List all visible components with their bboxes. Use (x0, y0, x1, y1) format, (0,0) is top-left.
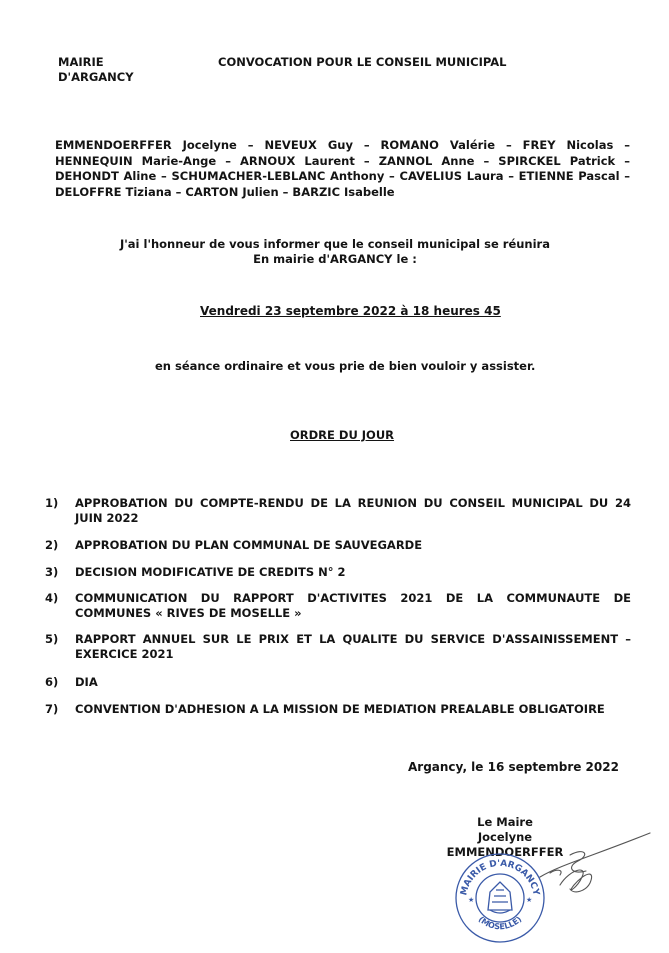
seance-text: en séance ordinaire et vous prie de bien vouloir y assister. (155, 359, 536, 373)
stamp-top-text: MAIRIE D'ARGANCY (459, 858, 541, 897)
invitation-line-1: J'ai l'honneur de vous informer que le conseil municipal se réunira (120, 237, 550, 251)
agenda-item-number: 7) (45, 701, 59, 716)
mairie-line: MAIRIE (58, 55, 104, 69)
agenda-item-text: APPROBATION DU PLAN COMMUNAL DE SAUVEGARDE (75, 538, 423, 552)
agenda-item (45, 702, 631, 717)
agenda-item-number: 4) (45, 591, 59, 605)
invitation-text (80, 237, 590, 266)
agenda-item-number: 2) (45, 538, 59, 552)
agenda-item-number: 6) (45, 675, 59, 689)
agenda-item (45, 538, 631, 553)
agenda-item-text: DECISION MODIFICATIVE DE CREDITS N° 2 (75, 564, 346, 579)
agenda-title: ORDRE DU JOUR (290, 428, 395, 442)
attendees-list: EMMENDOERFFER Jocelyne – NEVEUX Guy – ROMANO Valérie – FREY Nicolas – HENNEQUIN Marie-Ange – ARNOUX Laurent – ZANNOL Anne – SPIRCKEL Patrick – DEHONDT Aline – SCHUMACHER-LEBLANC Anthony – CAVELIUS Laura – ETIENNE Pascal – DELOFFRE Tiziana – CARTON Julien – BARZIC Isabelle (55, 138, 630, 199)
agenda-item (45, 496, 631, 525)
svg-text:★: ★ (468, 896, 475, 904)
agenda-item (45, 675, 631, 690)
agenda-item (45, 591, 631, 620)
agenda-item (45, 565, 631, 580)
agenda-item-number: 5) (45, 632, 59, 646)
document-title: CONVOCATION POUR LE CONSEIL MUNICIPAL (218, 55, 507, 69)
agenda-item-text: RAPPORT ANNUEL SUR LE PRIX ET LA QUALITE DU SERVICE D'ASSAINISSEMENT – EXERCICE 2021 (75, 632, 631, 661)
invitation-line-2: En mairie d'ARGANCY le : (253, 251, 417, 266)
signatory-name: Jocelyne EMMENDOERFFER (446, 830, 564, 859)
agenda-item-number: 3) (45, 564, 59, 579)
commune-line: D'ARGANCY (58, 70, 134, 84)
agenda-list (45, 496, 631, 716)
agenda-item-text: DIA (75, 675, 98, 689)
handwritten-signature (530, 825, 655, 900)
meeting-date: Vendredi 23 septembre 2022 à 18 heures 45 (200, 304, 501, 318)
svg-text:★: ★ (526, 896, 533, 904)
svg-text:(MOSELLE) (477, 915, 524, 932)
signatory-role: Le Maire (477, 815, 533, 829)
place-and-date: Argancy, le 16 septembre 2022 (408, 760, 619, 774)
mairie-header (58, 55, 134, 85)
agenda-item-text: COMMUNICATION DU RAPPORT D'ACTIVITES 2021 DE LA COMMUNAUTE DE COMMUNES « RIVES DE MOSELLE » (75, 591, 631, 620)
stamp-bottom-text: (MOSELLE) (476, 914, 524, 932)
agenda-item-text: CONVENTION D'ADHESION A LA MISSION DE MEDIATION PREALABLE OBLIGATOIRE (75, 701, 605, 716)
agenda-item (45, 632, 631, 661)
agenda-item-number: 1) (45, 496, 59, 510)
agenda-item-text: APPROBATION DU COMPTE-RENDU DE LA REUNION DU CONSEIL MUNICIPAL DU 24 JUIN 2022 (75, 496, 631, 525)
